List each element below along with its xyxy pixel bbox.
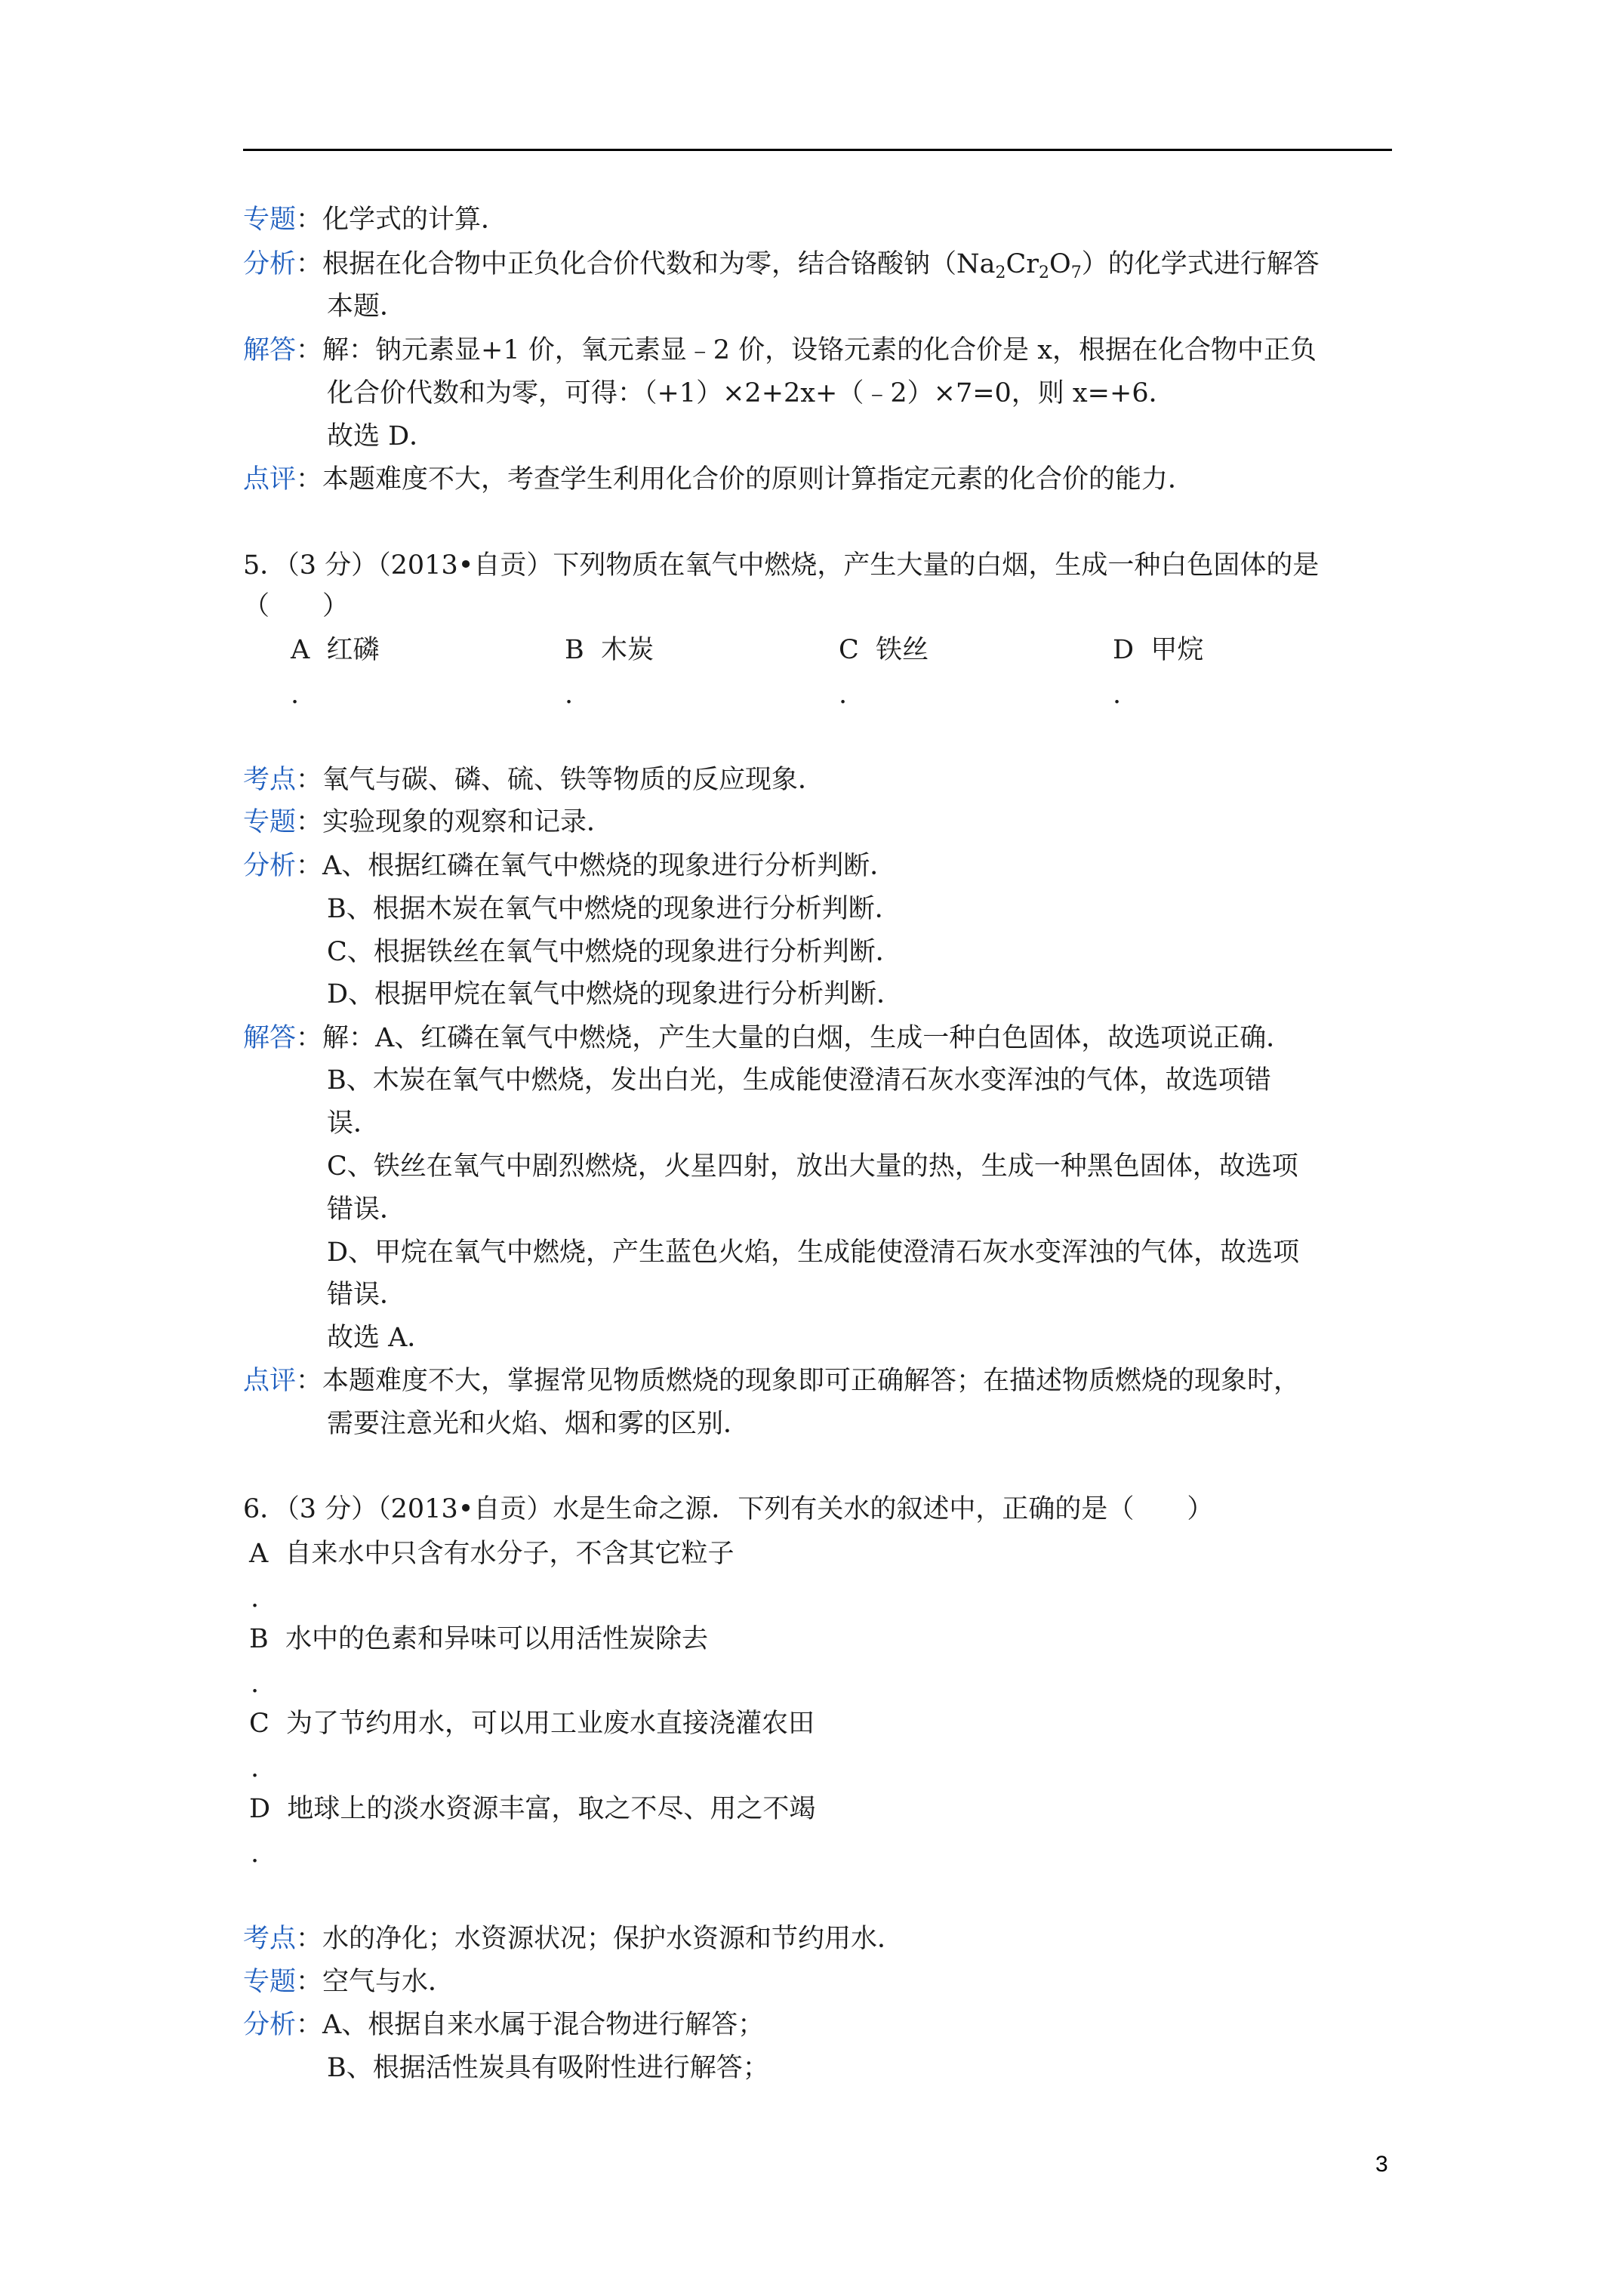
q6-option-a-dot: . (251, 1583, 260, 1613)
q4-jieda: 解答：解：钠元素显+1 价，氧元素显﹣2 价，设铬元素的化合价是 x，根据在化合物中正负 (243, 335, 1317, 365)
q4-zhuanti-label: 专题 (243, 205, 297, 235)
q6-fenxi-line: B、根据活性炭具有吸附性进行解答； (327, 2053, 769, 2083)
q6-option-a: A 自来水中只含有水分子，不含其它粒子 (249, 1539, 735, 1569)
page-number: 3 (1375, 2152, 1388, 2177)
q5-fenxi: 分析：A、根据红磷在氧气中燃烧的现象进行分析判断． (243, 851, 897, 881)
q4-dianping: 点评：本题难度不大，考查学生利用化合价的原则计算指定元素的化合价的能力． (243, 464, 1195, 495)
q5-fenxi-line: B、根据木炭在氧气中燃烧的现象进行分析判断． (327, 894, 901, 924)
q4-fenxi: 分析：根据在化合物中正负化合价代数和为零，结合铬酸钠$(Na_2Cr_2O_7)$的化学式进行解答 (243, 249, 1320, 282)
q6-kaodian: 考点：水的净化；水资源状况；保护水资源和节约用水． (243, 1924, 904, 1954)
q5-dianping-line: 需要注意光和火焰、烟和雾的区别． (327, 1409, 750, 1439)
q5-kaodian-label: 考点 (243, 765, 297, 795)
q6-option-b: B 水中的色素和异味可以用活性炭除去 (249, 1624, 709, 1654)
q5-jieda-line: D、甲烷在氧气中燃烧，产生蓝色火焰，生成能使澄清石灰水变浑浊的气体，故选项 (327, 1237, 1300, 1268)
q5-fenxi-label: 分析 (243, 851, 297, 881)
q6-option-d: D 地球上的淡水资源丰富，取之不尽、用之不竭 (249, 1794, 816, 1824)
q5-jieda-line: 故选 A． (327, 1323, 434, 1353)
q5-dianping-label: 点评 (243, 1366, 297, 1396)
q5-option-a: A 红磷 (291, 635, 380, 665)
q4-dianping-label: 点评 (243, 464, 297, 495)
q4-zhuanti-text: 化学式的计算． (322, 205, 508, 235)
q5-stem-line1: 5．（3 分）（2013•自贡）下列物质在氧气中燃烧，产生大量的白烟，生成一种白色固体的是 (243, 550, 1320, 581)
q6-zhuanti-label: 专题 (243, 1967, 297, 1997)
q5-jieda-line: 错误． (327, 1194, 407, 1225)
q4-zhuanti: 专题：化学式的计算． (243, 205, 508, 235)
q5-option-a-dot: . (291, 680, 300, 710)
q6-fenxi-label: 分析 (243, 2010, 297, 2040)
q5-option-d: D 甲烷 (1113, 635, 1204, 665)
q5-jieda-line: C、铁丝在氧气中剧烈燃烧，火星四射，放出大量的热，生成一种黑色固体，故选项 (327, 1151, 1298, 1182)
q5-option-b-dot: . (565, 680, 574, 710)
q6-option-d-dot: . (251, 1838, 260, 1869)
q4-fenxi-label: 分析 (243, 249, 297, 279)
q6-fenxi: 分析：A、根据自来水属于混合物进行解答； (243, 2010, 765, 2040)
q4-jieda-label: 解答 (243, 335, 297, 365)
q5-fenxi-line: C、根据铁丝在氧气中燃烧的现象进行分析判断． (327, 937, 902, 967)
q5-jieda-line: B、木炭在氧气中燃烧，发出白光，生成能使澄清石灰水变浑浊的气体，故选项错 (327, 1065, 1271, 1096)
q5-zhuanti-label: 专题 (243, 807, 297, 837)
q4-fenxi-line2: 本题． (327, 291, 407, 322)
q5-fenxi-line: D、根据甲烷在氧气中燃烧的现象进行分析判断． (327, 979, 904, 1009)
q5-jieda-line: 误． (327, 1108, 380, 1139)
q6-stem: 6．（3 分）（2013•自贡）水是生命之源．下列有关水的叙述中，正确的是（ ） (243, 1494, 1214, 1524)
q4-jieda-line3: 故选 D． (327, 421, 436, 451)
q5-dianping: 点评：本题难度不大，掌握常见物质燃烧的现象即可正确解答；在描述物质燃烧的现象时， (243, 1366, 1301, 1396)
q5-option-b: B 木炭 (565, 635, 654, 665)
q5-stem-line2: （ ） (243, 591, 350, 621)
q4-jieda-line2: 化合价代数和为零，可得：（+1）×2+2x+（﹣2）×7=0，则 x=+6． (327, 378, 1175, 408)
q6-kaodian-label: 考点 (243, 1924, 297, 1954)
q5-jieda-label: 解答 (243, 1023, 297, 1053)
q6-option-b-dot: . (251, 1669, 260, 1699)
header-rule (243, 149, 1392, 151)
q5-option-d-dot: . (1113, 680, 1122, 710)
q5-kaodian: 考点：氧气与碳、磷、硫、铁等物质的反应现象． (243, 765, 825, 795)
q6-zhuanti: 专题：空气与水． (243, 1967, 455, 1997)
q5-zhuanti: 专题：实验现象的观察和记录． (243, 807, 614, 837)
q5-option-c: C 铁丝 (839, 635, 929, 665)
q5-jieda: 解答：解：A、红磷在氧气中燃烧，产生大量的白烟，生成一种白色固体，故选项说正确． (243, 1023, 1293, 1053)
q5-option-c-dot: . (839, 680, 848, 710)
q6-option-c-dot: . (251, 1753, 260, 1783)
q5-jieda-line: 错误． (327, 1280, 407, 1310)
q6-option-c: C 为了节约用水，可以用工业废水直接浇灌农田 (249, 1709, 815, 1739)
